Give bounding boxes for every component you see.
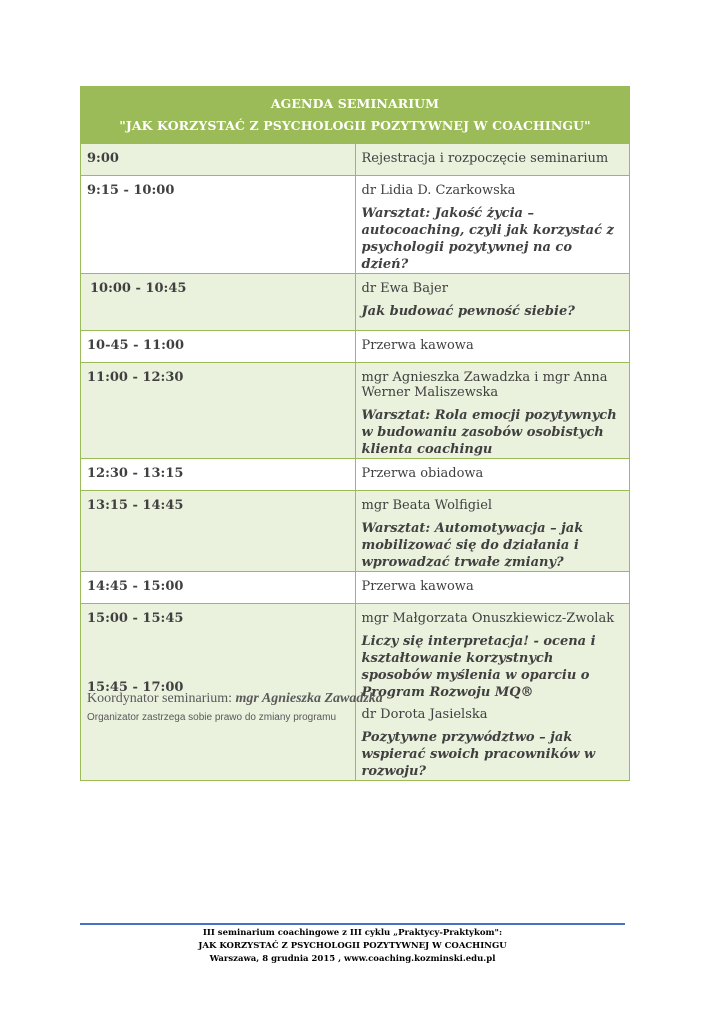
time-label: 15:00 - 15:45 (87, 611, 184, 626)
item-cell (355, 274, 630, 331)
item-label: Rejestracja i rozpoczęcie seminarium (361, 151, 609, 166)
agenda-row (81, 274, 630, 331)
time-cell: 9:15 - 10:00 (81, 176, 356, 274)
item-cell (355, 572, 630, 604)
session-topic: Liczy się interpretacja! - ocena i kształtowanie korzystnych sposobów myślenia w oparciu o Program Rozwoju MQ® (361, 634, 596, 700)
time-cell: 10-45 - 11:00 (81, 331, 356, 363)
agenda-row (81, 176, 630, 274)
item-cell (355, 459, 630, 491)
speaker-name: dr Dorota Jasielska (361, 707, 488, 722)
item-cell (355, 363, 630, 459)
item-label: Przerwa obiadowa (361, 466, 484, 481)
speaker-name: dr Lidia D. Czarkowska (361, 183, 516, 198)
speaker-name: mgr Beata Wolfigiel (361, 498, 493, 513)
footer-line-1: III seminarium coachingowe z III cyklu „Praktycy-Praktykom": (202, 928, 503, 938)
footer-line-2: JAK KORZYSTAĆ Z PSYCHOLOGII POZYTYWNEJ W COACHINGU (198, 941, 507, 951)
item-cell (355, 491, 630, 572)
speaker-name: dr Ewa Bajer (361, 281, 448, 296)
item-cell (355, 176, 630, 274)
agenda-title: AGENDA SEMINARIUM (270, 96, 440, 111)
time-cell: 14:45 - 15:00 (81, 572, 356, 604)
coordinator-name: mgr Agnieszka Zawadzka (235, 691, 383, 706)
time-cell: 13:15 - 14:45 (81, 491, 356, 572)
agenda-table (80, 86, 630, 781)
agenda-row (81, 144, 630, 176)
agenda-row (81, 363, 630, 459)
item-label: Przerwa kawowa (361, 338, 474, 353)
session-topic: Jak budować pewność siebie? (361, 304, 575, 319)
time-cell: 9:00 (81, 144, 356, 176)
session-topic: Pozytywne przywództwo – jak wspierać swoich pracowników w rozwoju? (361, 730, 596, 779)
agenda-row (81, 572, 630, 604)
agenda-row (81, 331, 630, 363)
session-topic: Warsztat: Rola emocji pozytywnych w budowaniu zasobów osobistych klienta coachingu (361, 408, 617, 457)
speaker-name: mgr Agnieszka Zawadzka i mgr Anna Werner Maliszewska (361, 370, 608, 400)
coordinator-label: Koordynator seminarium: (87, 691, 233, 706)
time-cell: 10:00 - 10:45 (81, 274, 356, 331)
item-label: Przerwa kawowa (361, 579, 474, 594)
coordinator-note (87, 691, 383, 707)
session-topic: Warsztat: Jakość życia – autocoaching, czyli jak korzystać z psychologii pozytywnej na co dzień? (361, 206, 614, 272)
seminar-title: "JAK KORZYSTAĆ Z PSYCHOLOGII POZYTYWNEJ W COACHINGU" (119, 118, 591, 133)
agenda-row (81, 459, 630, 491)
time-cell: 11:00 - 12:30 (81, 363, 356, 459)
speaker-name: mgr Małgorzata Onuszkiewicz-Zwolak (361, 611, 615, 626)
time-cell: 12:30 - 13:15 (81, 459, 356, 491)
session-topic: Warsztat: Automotywacja – jak mobilizować się do działania i wprowadzać trwałe zmiany? (361, 521, 584, 570)
item-cell (355, 331, 630, 363)
agenda-header (81, 87, 630, 144)
time-label: 15:45 - 17:00 (87, 680, 184, 695)
footer-line-3: Warszawa, 8 grudnia 2015 , www.coaching.kozminski.edu.pl (209, 954, 496, 964)
footer-divider (80, 923, 625, 925)
page-footer (80, 927, 625, 966)
agenda-row (81, 491, 630, 572)
item-cell (355, 144, 630, 176)
disclaimer: Organizator zastrzega sobie prawo do zmiany programu (87, 712, 337, 723)
item-cell (355, 604, 630, 781)
